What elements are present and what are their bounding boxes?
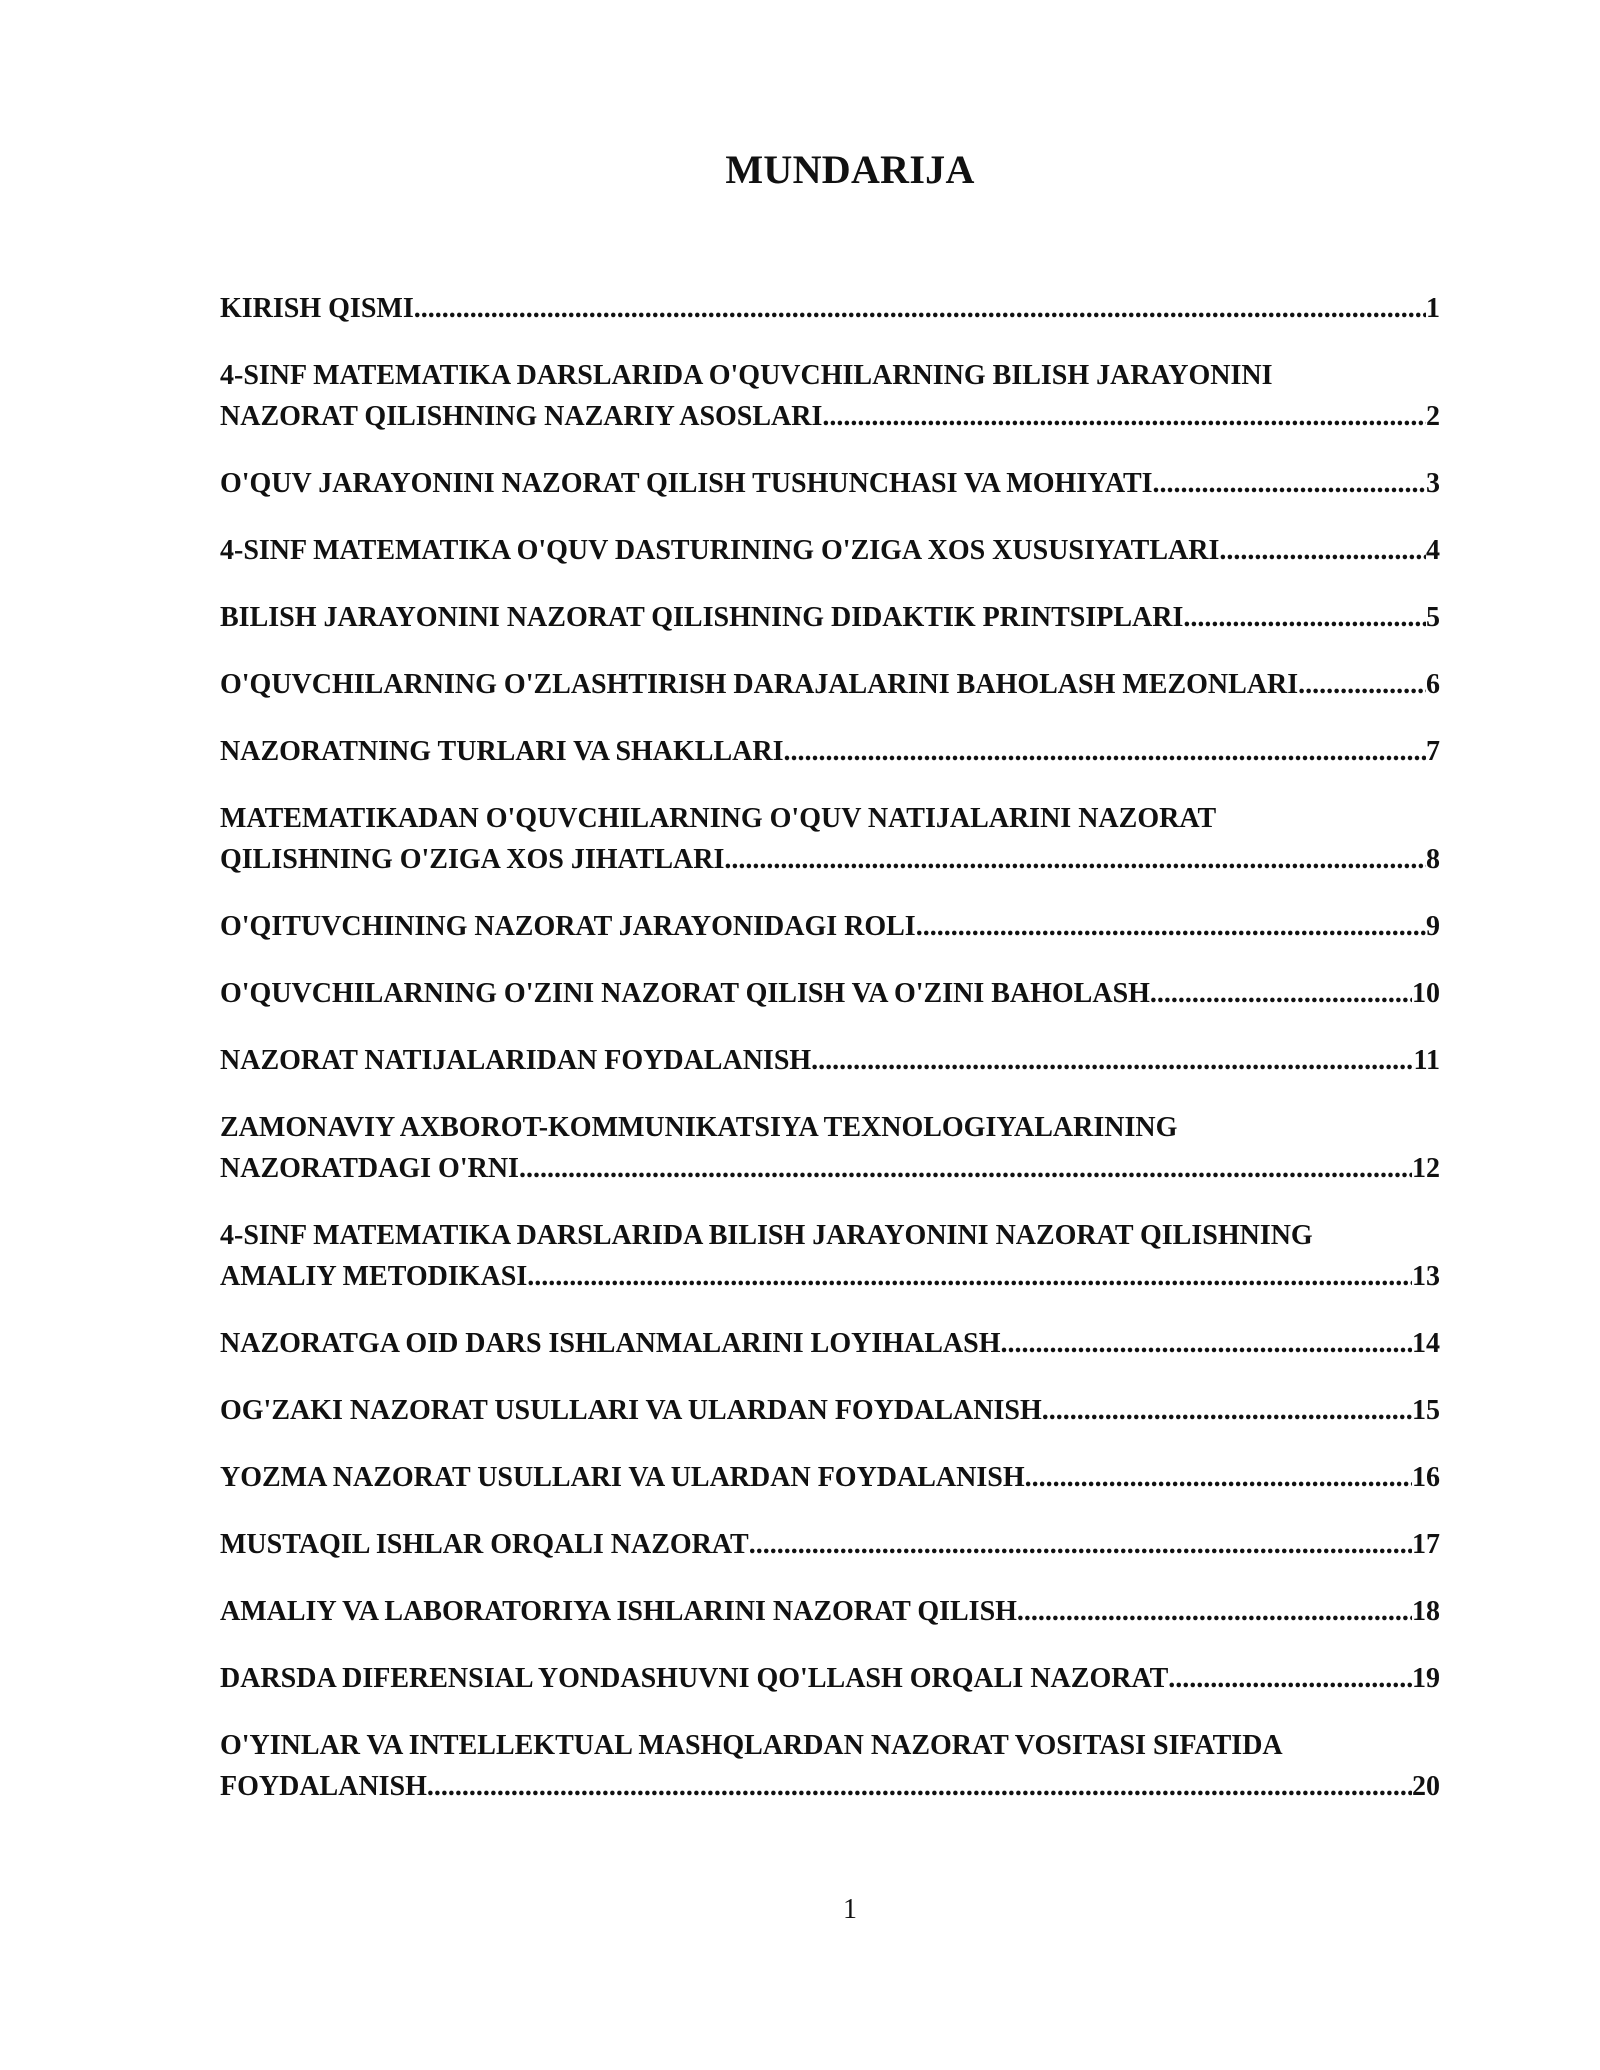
dot-leader bbox=[1025, 1457, 1412, 1498]
dot-leader bbox=[1150, 973, 1412, 1014]
toc-entry-page-number: 15 bbox=[1412, 1395, 1440, 1426]
toc-entry-page-number: 18 bbox=[1412, 1596, 1440, 1627]
toc-entry-title-line: O'QITUVCHINING NAZORAT JARAYONIDAGI ROLI bbox=[220, 911, 916, 942]
toc-entry-title-line: NAZORAT NATIJALARIDAN FOYDALANISH bbox=[220, 1045, 812, 1076]
toc-entry-page-number: 1 bbox=[1426, 293, 1440, 324]
toc-entry-page-number: 6 bbox=[1426, 669, 1440, 700]
dot-leader bbox=[1183, 597, 1426, 638]
toc-entry-page-number: 11 bbox=[1413, 1045, 1440, 1076]
toc-entry-page-number: 19 bbox=[1412, 1663, 1440, 1694]
toc-entry-last-line bbox=[220, 1390, 1440, 1431]
table-of-contents bbox=[220, 288, 1440, 1833]
toc-entry-title-line: 4-SINF MATEMATIKA O'QUV DASTURINING O'ZIGA XOS XUSUSIYATLARI bbox=[220, 535, 1220, 566]
toc-entry-title-line: QILISHNING O'ZIGA XOS JIHATLARI bbox=[220, 844, 725, 875]
dot-leader bbox=[519, 1148, 1412, 1189]
toc-entry-page-number: 9 bbox=[1426, 911, 1440, 942]
toc-entry[interactable] bbox=[220, 1107, 1440, 1189]
toc-entry-last-line bbox=[220, 288, 1440, 329]
toc-entry-last-line bbox=[220, 1766, 1440, 1807]
toc-entry-title-line: O'QUVCHILARNING O'ZLASHTIRISH DARAJALARINI BAHOLASH MEZONLARI bbox=[220, 669, 1299, 700]
toc-entry[interactable] bbox=[220, 906, 1440, 947]
dot-leader bbox=[1219, 530, 1426, 571]
toc-entry-title-line: MATEMATIKADAN O'QUVCHILARNING O'QUV NATIJALARINI NAZORAT bbox=[220, 803, 1217, 834]
toc-entry-page-number: 16 bbox=[1412, 1462, 1440, 1493]
toc-entry-last-line bbox=[220, 1148, 1440, 1189]
dot-leader bbox=[1153, 463, 1426, 504]
toc-entry-last-line bbox=[220, 597, 1440, 638]
toc-entry-last-line bbox=[220, 463, 1440, 504]
toc-entry-page-number: 13 bbox=[1412, 1261, 1440, 1292]
dot-leader bbox=[427, 1766, 1412, 1807]
dot-leader bbox=[724, 839, 1426, 880]
toc-entry-title-line: NAZORAT QILISHNING NAZARIY ASOSLARI bbox=[220, 401, 823, 432]
toc-entry-title-line: 4-SINF MATEMATIKA DARSLARIDA O'QUVCHILARNING BILISH JARAYONINI bbox=[220, 360, 1273, 391]
dot-leader bbox=[1168, 1658, 1412, 1699]
toc-entry-last-line bbox=[220, 731, 1440, 772]
toc-entry-page-number: 2 bbox=[1426, 401, 1440, 432]
toc-entry-title-line: DARSDA DIFERENSIAL YONDASHUVNI QO'LLASH ORQALI NAZORAT bbox=[220, 1663, 1169, 1694]
toc-entry-last-line bbox=[220, 1591, 1440, 1632]
toc-entry[interactable] bbox=[220, 973, 1440, 1014]
toc-entry-last-line bbox=[220, 839, 1440, 880]
dot-leader bbox=[1017, 1591, 1412, 1632]
toc-entry-page-number: 14 bbox=[1412, 1328, 1440, 1359]
toc-entry-title-line: O'QUVCHILARNING O'ZINI NAZORAT QILISH VA O'ZINI BAHOLASH bbox=[220, 978, 1150, 1009]
toc-entry-title-line: KIRISH QISMI bbox=[220, 293, 414, 324]
toc-entry-title-line: FOYDALANISH bbox=[220, 1771, 427, 1802]
toc-entry[interactable] bbox=[220, 1524, 1440, 1565]
toc-entry-last-line bbox=[220, 973, 1440, 1014]
toc-entry[interactable] bbox=[220, 355, 1440, 437]
toc-entry-last-line bbox=[220, 396, 1440, 437]
toc-entry-page-number: 7 bbox=[1426, 736, 1440, 767]
dot-leader bbox=[527, 1256, 1412, 1297]
toc-entry[interactable] bbox=[220, 1215, 1440, 1297]
toc-entry-last-line bbox=[220, 530, 1440, 571]
toc-entry[interactable] bbox=[220, 1591, 1440, 1632]
toc-entry-title-line: ZAMONAVIY AXBOROT-KOMMUNIKATSIYA TEXNOLOGIYALARINING bbox=[220, 1112, 1178, 1143]
toc-entry-page-number: 8 bbox=[1426, 844, 1440, 875]
dot-leader bbox=[749, 1524, 1412, 1565]
toc-entry-last-line bbox=[220, 1524, 1440, 1565]
toc-entry-page-number: 17 bbox=[1412, 1529, 1440, 1560]
toc-entry-title-line: NAZORATGA OID DARS ISHLANMALARINI LOYIHALASH bbox=[220, 1328, 1001, 1359]
toc-entry[interactable] bbox=[220, 530, 1440, 571]
toc-entry-page-number: 10 bbox=[1412, 978, 1440, 1009]
toc-entry[interactable] bbox=[220, 731, 1440, 772]
toc-entry[interactable] bbox=[220, 664, 1440, 705]
toc-entry-page-number: 3 bbox=[1426, 468, 1440, 499]
toc-entry-last-line bbox=[220, 1256, 1440, 1297]
dot-leader bbox=[1298, 664, 1426, 705]
toc-entry[interactable] bbox=[220, 597, 1440, 638]
toc-entry[interactable] bbox=[220, 288, 1440, 329]
toc-entry[interactable] bbox=[220, 1658, 1440, 1699]
dot-leader bbox=[414, 288, 1426, 329]
toc-entry-title-line: BILISH JARAYONINI NAZORAT QILISHNING DIDAKTIK PRINTSIPLARI bbox=[220, 602, 1184, 633]
toc-entry-last-line bbox=[220, 1457, 1440, 1498]
toc-entry[interactable] bbox=[220, 1725, 1440, 1807]
toc-entry-title-line: OG'ZAKI NAZORAT USULLARI VA ULARDAN FOYDALANISH bbox=[220, 1395, 1042, 1426]
toc-entry-last-line bbox=[220, 1040, 1440, 1081]
toc-entry-last-line bbox=[220, 906, 1440, 947]
toc-entry-last-line bbox=[220, 1658, 1440, 1699]
toc-entry[interactable] bbox=[220, 463, 1440, 504]
toc-entry[interactable] bbox=[220, 1457, 1440, 1498]
toc-entry-last-line bbox=[220, 1323, 1440, 1364]
dot-leader bbox=[1042, 1390, 1412, 1431]
toc-entry-title-line: YOZMA NAZORAT USULLARI VA ULARDAN FOYDALANISH bbox=[220, 1462, 1025, 1493]
toc-entry[interactable] bbox=[220, 1390, 1440, 1431]
dot-leader bbox=[811, 1040, 1413, 1081]
toc-entry-title-line: 4-SINF MATEMATIKA DARSLARIDA BILISH JARAYONINI NAZORAT QILISHNING bbox=[220, 1220, 1313, 1251]
toc-entry-title-line: O'QUV JARAYONINI NAZORAT QILISH TUSHUNCHASI VA MOHIYATI bbox=[220, 468, 1153, 499]
toc-entry-page-number: 12 bbox=[1412, 1153, 1440, 1184]
toc-entry-page-number: 5 bbox=[1426, 602, 1440, 633]
toc-entry-title-line: AMALIY METODIKASI bbox=[220, 1261, 528, 1292]
toc-entry[interactable] bbox=[220, 1323, 1440, 1364]
page-title: MUNDARIJA bbox=[725, 147, 975, 192]
toc-entry-page-number: 4 bbox=[1426, 535, 1440, 566]
toc-entry[interactable] bbox=[220, 1040, 1440, 1081]
toc-entry[interactable] bbox=[220, 798, 1440, 880]
toc-entry-title-line: O'YINLAR VA INTELLEKTUAL MASHQLARDAN NAZORAT VOSITASI SIFATIDA bbox=[220, 1730, 1283, 1761]
dot-leader bbox=[784, 731, 1427, 772]
toc-entry-title-line: NAZORATNING TURLARI VA SHAKLLARI bbox=[220, 736, 784, 767]
toc-entry-page-number: 20 bbox=[1412, 1771, 1440, 1802]
toc-entry-title-line: MUSTAQIL ISHLAR ORQALI NAZORAT bbox=[220, 1529, 749, 1560]
toc-entry-title-line: NAZORATDAGI O'RNI bbox=[220, 1153, 519, 1184]
dot-leader bbox=[822, 396, 1426, 437]
toc-entry-last-line bbox=[220, 664, 1440, 705]
dot-leader bbox=[1001, 1323, 1413, 1364]
toc-entry-title-line: AMALIY VA LABORATORIYA ISHLARINI NAZORAT QILISH bbox=[220, 1596, 1017, 1627]
page-number: 1 bbox=[843, 1894, 857, 1925]
dot-leader bbox=[916, 906, 1426, 947]
